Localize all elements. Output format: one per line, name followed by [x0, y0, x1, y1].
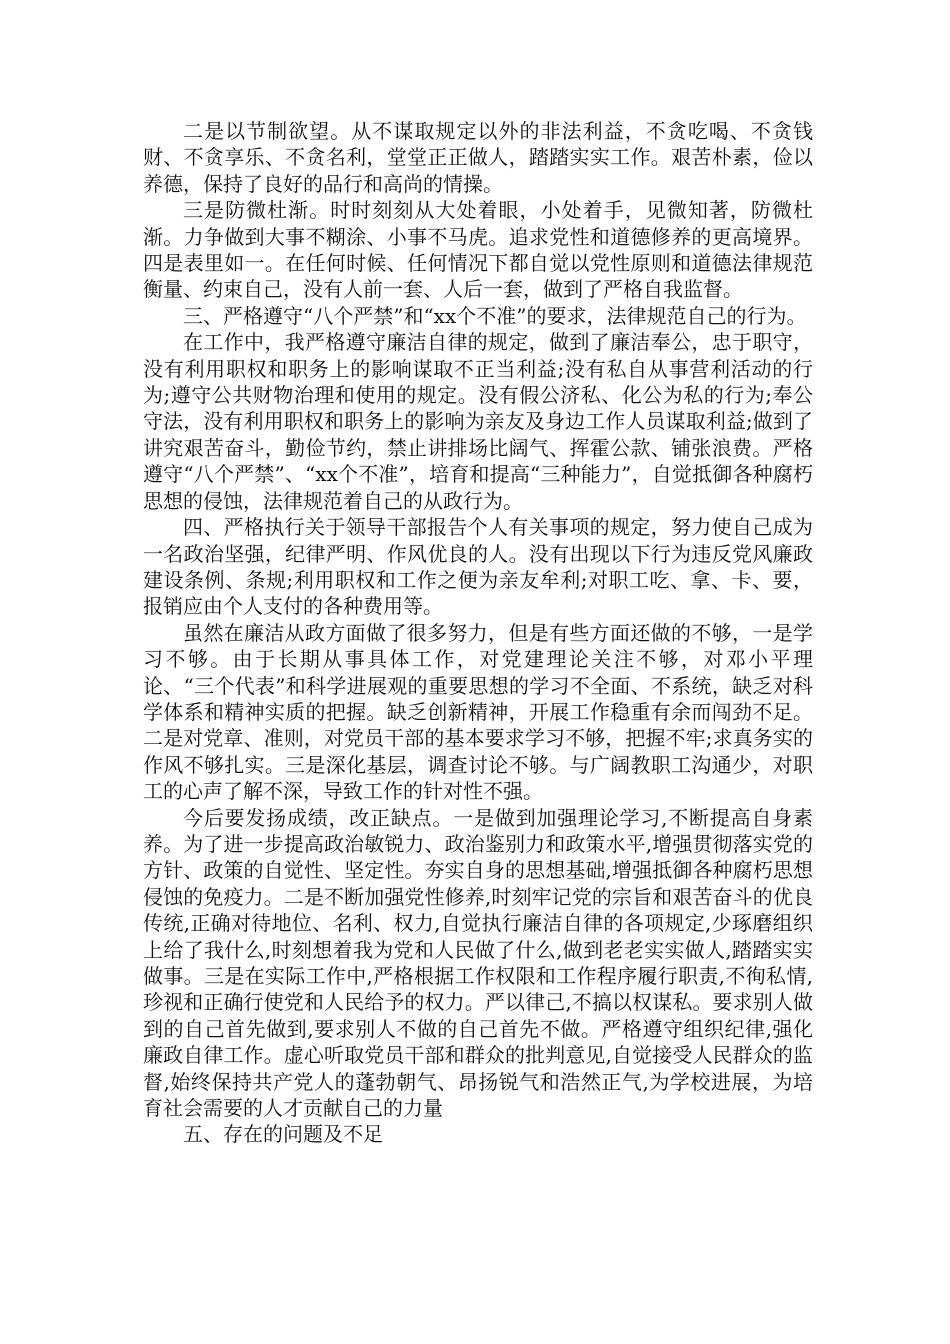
paragraph-prevent-early: 三是防微杜渐。时时刻刻从大处着眼，小处着手，见微知著，防微杜渐。力争做到大事不糊涂、小事不马虎。追求党性和道德修养的更高境界。四是表里如一。在任何时候、任何情况下都自觉以党性原则和道德法律规范衡量、约束自己，没有人前一套、人后一套，做到了严格自我监督。	[143, 198, 813, 302]
section-heading-three: 三、严格遵守“八个严禁”和“xx个不准”的要求，法律规范自己的行为。	[183, 303, 807, 328]
section-heading-five: 五、存在的问题及不足	[183, 1122, 383, 1147]
document-body	[143, 118, 813, 1148]
paragraph-shortcomings: 虽然在廉洁从政方面做了很多努力，但是有些方面还做的不够，一是学习不够。由于长期从事具体工作，对党建理论关注不够，对邓小平理论、“三个代表”和科学进展观的重要思想的学习不全面、不系统，缺乏对科学体系和精神实质的把握。缺乏创新精神，开展工作稳重有余而闯劲不足。二是对党章、准则，对党员干部的基本要求学习不够，把握不牢;求真务实的作风不够扎实。三是深化基层，调查讨论不够。与广阔教职工沟通少，对职工的心声了解不深，导致工作的针对性不强。	[143, 620, 813, 804]
paragraph-restrain-desire: 二是以节制欲望。从不谋取规定以外的非法利益，不贪吃喝、不贪钱财、不贪享乐、不贪名利，堂堂正正做人，踏踏实实工作。艰苦朴素，俭以养德，保持了良好的品行和高尚的情操。	[143, 119, 813, 196]
section-heading-four: 四、严格执行关于领导干部报告个人有关事项的规定，努力使自己成为一名政治坚强，纪律严明、作风优良的人。没有出现以下行为违反党风廉政建设条例、条规;利用职权和工作之便为亲友牟利;对职工吃、拿、卡、要，报销应由个人支付的各种费用等。	[143, 515, 813, 619]
paragraph-work-conduct: 在工作中，我严格遵守廉洁自律的规定，做到了廉洁奉公，忠于职守，没有利用职权和职务上的影响谋取不正当利益;没有私自从事营利活动的行为;遵守公共财物治理和使用的规定。没有假公济私、化公为私的行为;奉公守法，没有利用职权和职务上的影响为亲友及身边工作人员谋取利益;做到了讲究艰苦奋斗，勤俭节约，禁止讲排场比阔气、挥霍公款、铺张浪费。严格遵守“八个严禁”、“xx个不准”，培育和提高“三种能力”，自觉抵御各种腐朽思想的侵蚀，法律规范着自己的从政行为。	[143, 330, 813, 513]
paragraph-future-plans: 今后要发扬成绩，改正缺点。一是做到加强理论学习,不断提高自身素养。为了进一步提高政治敏锐力、政治鉴别力和政策水平,增强贯彻落实党的方针、政策的自觉性、坚定性。夯实自身的思想基础,增强抵御各种腐朽思想侵蚀的免疫力。二是不断加强党性修养,时刻牢记党的宗旨和艰苦奋斗的优良传统,正确对待地位、名利、权力,自觉执行廉洁自律的各项规定,少琢磨组织上给了我什么,时刻想着我为党和人民做了什么,做到老老实实做人,踏踏实实做事。三是在实际工作中,严格根据工作权限和工作程序履行职责,不徇私情,珍视和正确行使党和人民给予的权力。严以律己,不搞以权谋私。要求别人做到的自己首先做到,要求别人不做的自己首先不做。严格遵守组织纪律,强化廉政自律工作。虚心听取党员干部和群众的批判意见,自觉接受人民群众的监督,始终保持共产党人的蓬勃朝气、昂扬锐气和浩然正气,为学校进展，为培育社会需要的人才贡献自己的力量	[143, 805, 813, 1121]
